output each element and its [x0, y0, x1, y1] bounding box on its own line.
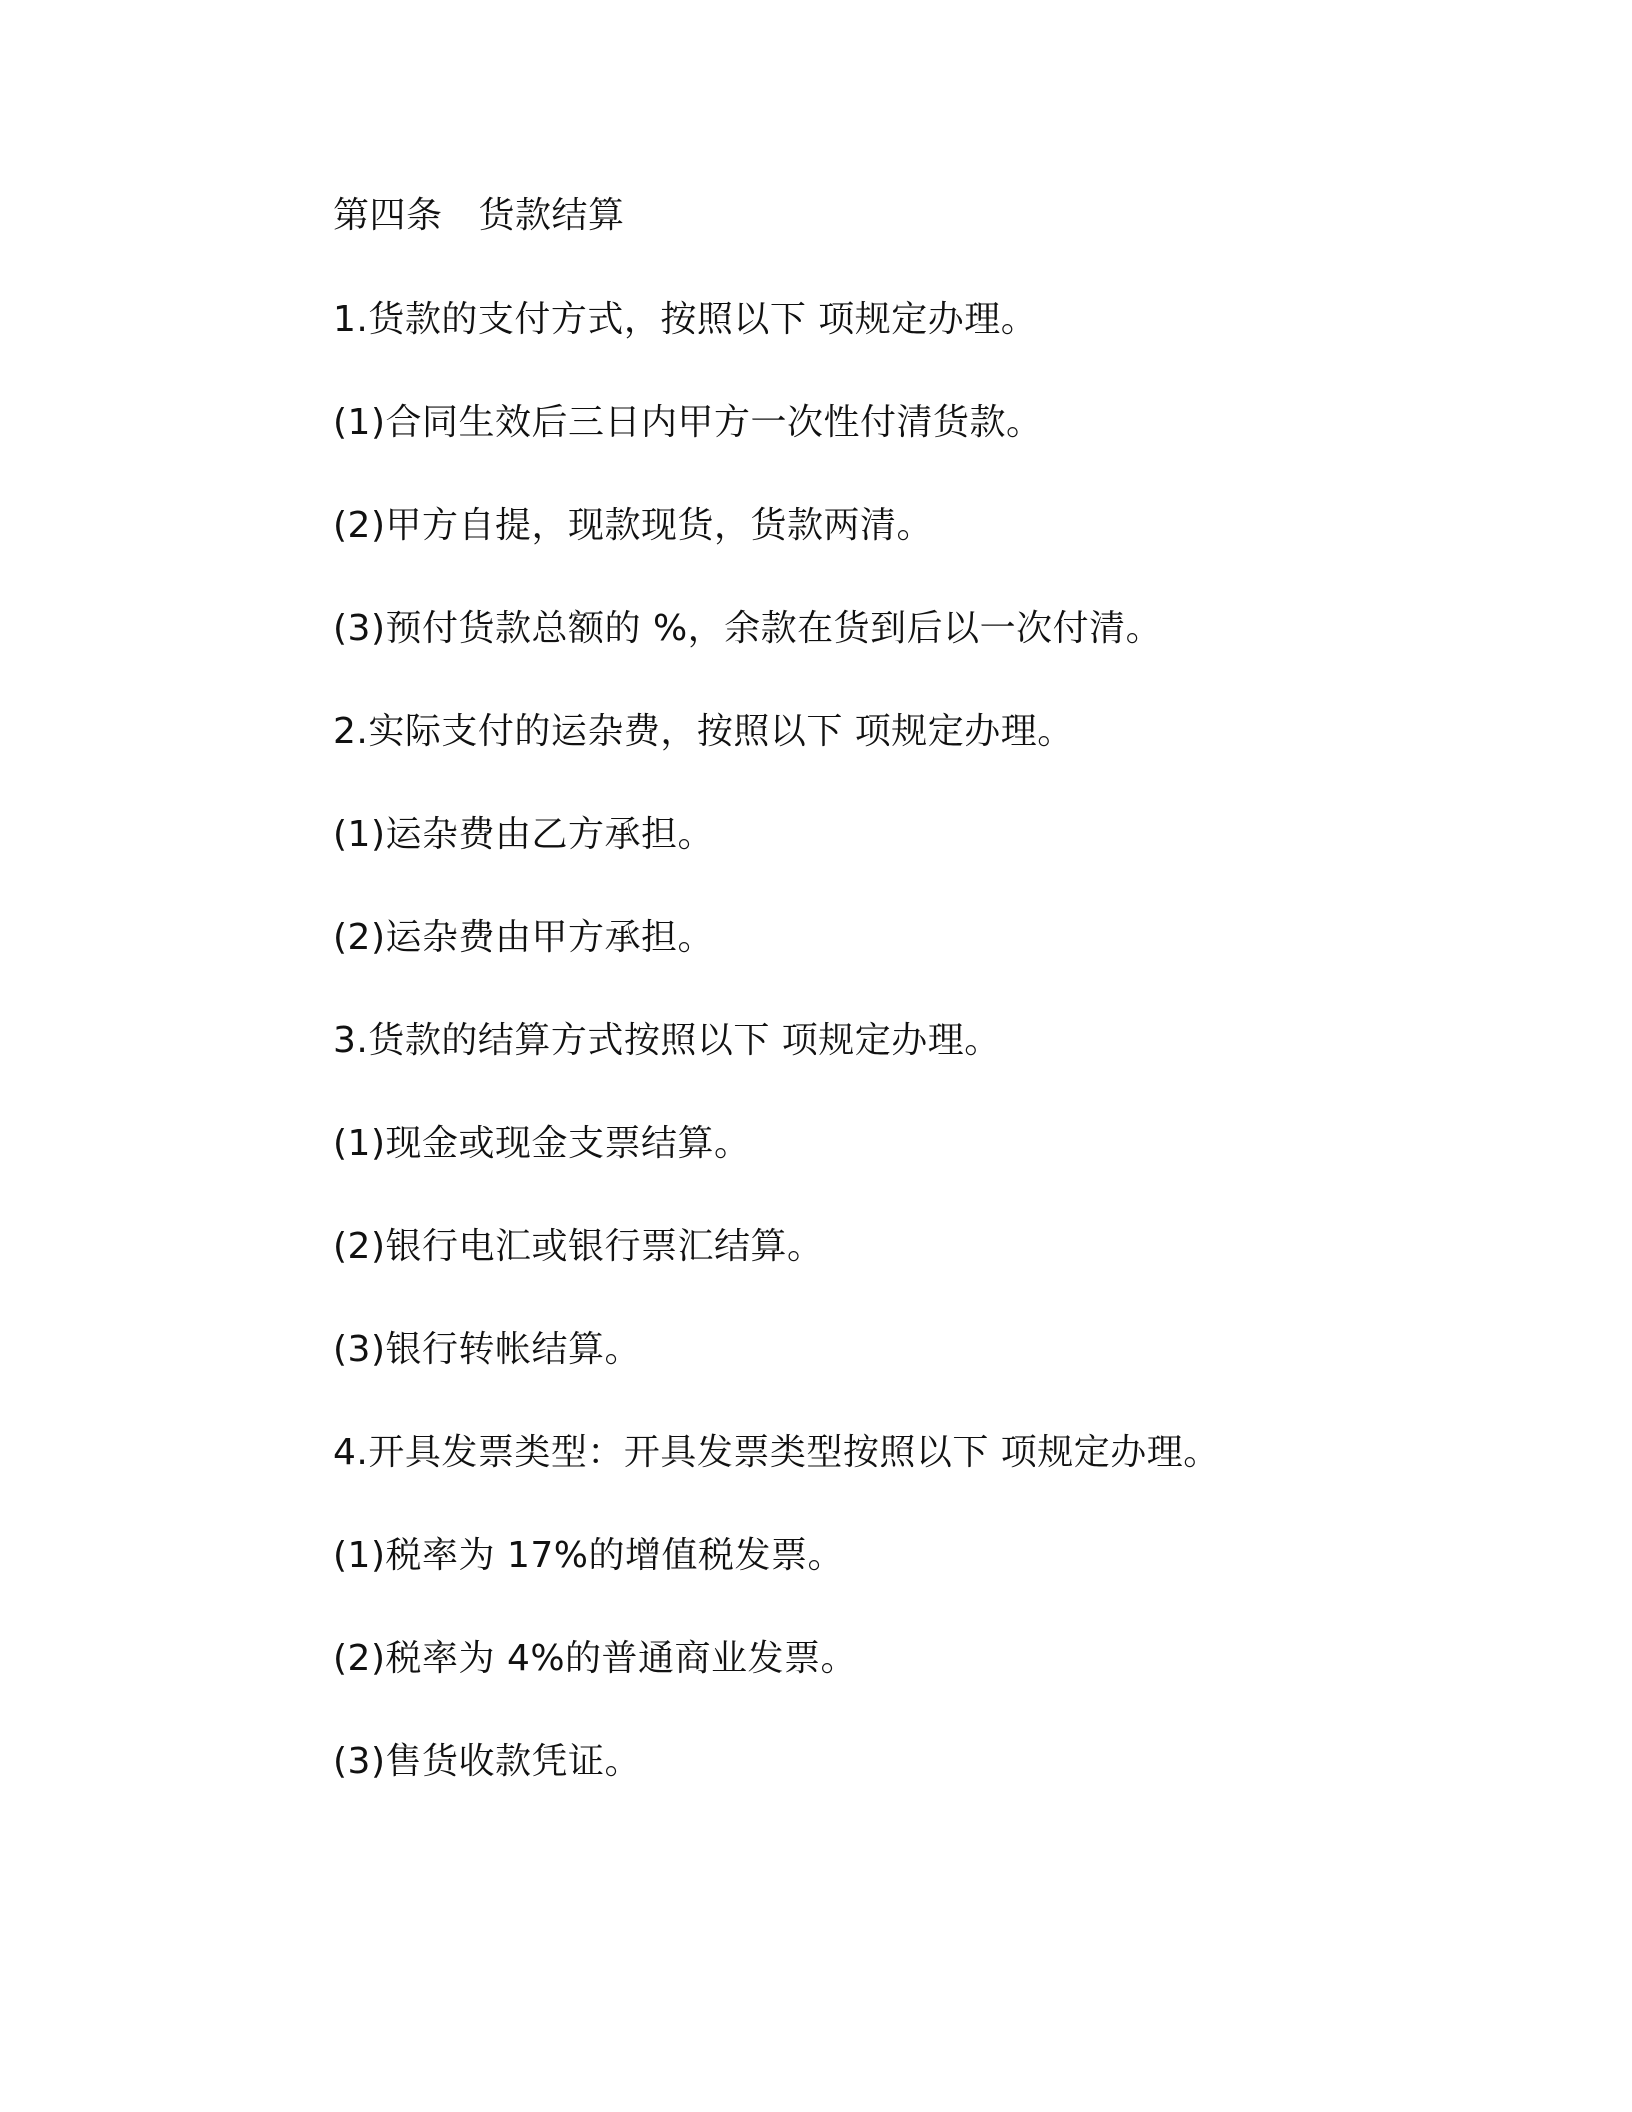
clause-2-transport-fee: 2.实际支付的运杂费，按照以下 项规定办理。: [333, 711, 1074, 752]
clause-2-option-2: (2)运杂费由甲方承担。: [333, 917, 714, 958]
clause-4-option-3: (3)售货收款凭证。: [333, 1741, 641, 1782]
article-title: 货款结算: [478, 195, 625, 236]
article-heading: [333, 190, 1533, 242]
clause-1-payment-method: 1.货款的支付方式，按照以下 项规定办理。: [333, 299, 1038, 340]
clause-1-option-2: (2)甲方自提，现款现货，货款两清。: [333, 505, 933, 546]
clause-3-option-1: (1)现金或现金支票结算。: [333, 1123, 751, 1164]
clause-2-option-1: (1)运杂费由乙方承担。: [333, 814, 714, 855]
clause-3-option-2: (2)银行电汇或银行票汇结算。: [333, 1226, 824, 1267]
clause-1-option-1: (1)合同生效后三日内甲方一次性付清货款。: [333, 402, 1043, 443]
clause-4-option-1: (1)税率为 17%的增值税发票。: [333, 1535, 844, 1576]
clause-4-invoice-type: 4.开具发票类型：开具发票类型按照以下 项规定办理。: [333, 1432, 1220, 1473]
clause-3-option-3: (3)银行转帐结算。: [333, 1329, 641, 1370]
clause-4-option-2: (2)税率为 4%的普通商业发票。: [333, 1638, 858, 1679]
article-number: 第四条: [333, 195, 443, 236]
clause-3-settlement-method: 3.货款的结算方式按照以下 项规定办理。: [333, 1020, 1001, 1061]
clause-1-option-3: (3)预付货款总额的 %，余款在货到后以一次付清。: [333, 608, 1163, 649]
